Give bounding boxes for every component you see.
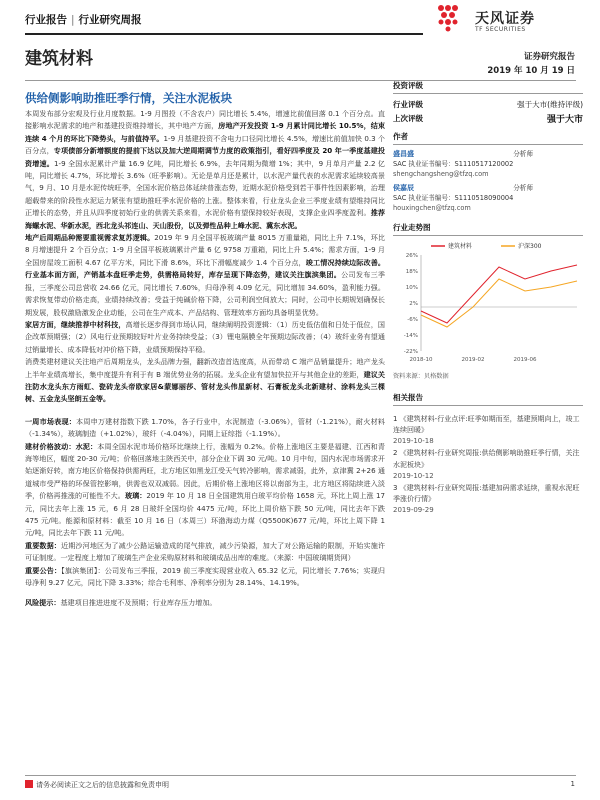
weekly-paragraph: 建材价格波动：水泥：本周全国水泥市场价格环比继续上行，涨幅为 0.2%。价格上涨地区主要是福建、江西和青海等地区，幅度 20-30 元/吨；价格回落地主陕西关中，部分企业下调 30 元/吨。10 月中旬，国内水泥市场需求开始逐渐好转，南方地区价格保持供需两旺，北方地区如黑龙江受天气转冷影响，需求减弱，此外，京津冀 2+26 通道城市受严格的环保管控影响，供需也双双减弱。因此，后期价格上涨地区将以南部为主，北方地区将陆续进入淡季，价格再推涨的可能性不大。玻璃：2019 年 10 月 18 日全国建筑用白玻平均价格 1658 元，环比上周上涨 17 元，同比去年上涨 15 元，6 月 28 日玻纤全国均价 4475 元/吨，环比上周价格下跌 50 元/吨，同比去年下跌 475 元/吨。能源和原材料：截至 10 月 16 日（本周三）环渤海动力煤（Q5500K)677 元/吨，环比上周下降 1 元/吨，同比去年下跌 11 元/吨。 xyxy=(25,441,386,538)
y-tick-label: -14% xyxy=(403,332,418,339)
body-paragraph: 地产后周期品种需要重视需求复苏逻辑。2019 年 9 月全国平板玻璃产量 8015 万重量箱，同比上升 7.1%，环比 8 月增速提升 2 个百分点；1-9 月全国平板玻璃累计产量 6 亿 9758 万重箱，同比上升 5.4%；需求方面，1-9 月全国房屋竣工面积 4.67 亿平方米，同比下滑 8.6%，环比下滑幅度减少 1.4 个百分点，竣工情况持续边际改善。行业基本面方面，产销基本盘旺季走势，供需格局转好，库存呈现下降态势，建议关注旗滨集团。公司发布三季报，三季度公司总营收 24.66 亿元，同比增长 7.60%，归母净利 4.09 亿元，同比增加 34.60%，盈利能力强。需求恢复带动价格走高，业绩持续改善；受益于纯碱价格下降，公司利润空间放大；同时，公司中长期规划确保长期发展，股权激励激发企业动能，公司在生产成本、产品结构、管理效率方面均具备明显优势。 xyxy=(25,233,386,317)
rating-row xyxy=(393,97,583,111)
report-body xyxy=(25,108,385,610)
analyst-email[interactable]: houxingchen@tfzq.com xyxy=(393,203,471,212)
related-report[interactable] xyxy=(393,448,583,482)
body-spacer xyxy=(25,406,385,416)
x-tick-label: 2019-06 xyxy=(513,356,537,363)
body-paragraph: 消费类建材建议关注地产后周期龙头，龙头品牌力强，翻新改造首选度高，从而带动 C 端产品销量提升；地产龙头上半年业绩高增长，集中度提升有利于有 B 端优势业务的拓展。龙头企业有望加快拉开与其他企业的差距，建议关注防水龙头东方雨虹、瓷砖龙头帝欧家居&蒙娜丽莎、管材龙头伟星新材、石膏板龙头北新建材、涂料龙头三棵树、五金龙头坚朗五金等。 xyxy=(25,357,386,404)
tag-weekly-report: 行业研究周报 xyxy=(78,14,142,26)
related-report[interactable] xyxy=(393,414,583,448)
report-date: 2019 年 10 月 19 日 xyxy=(487,66,575,76)
body-paragraph: 本周发布部分宏观及行业月度数据。1-9 月图投（不含农户）同比增长 5.4%，增速比前值回落 0.1 个百分点。直接影响水泥需求的地产和基建投资维持增长，其中地产方面，房地产开发投资 1-9 月累计同比增长 10.5%，结束连续 4 个月的环比下降势头，与前值持平。1-9 月基建投资不含电力口径同比增长 4.5%，增速比前值加快 0.3 个百分点，专项债部分新增额度的提前下达以及加大逆周期调节力度的政策指引，看好四季度及 20 年一季度基建投资增速。1-9 全国水泥累计产量 16.9 亿吨，同比增长 6.9%，去年同期为微增 1%；其中，9 月单月产量 2.2 亿吨，同比增长 4.7%，环比增长 3.6%（旺季影响）。无论是单月还是累计，以水泥产量代表的水泥需求延续较高景气，9 月、10 月是水泥传统旺季，全国水泥价格总体延续普涨态势，近期水泥价格受到若干事件性因素影响，治理超载带来的阶段性水泥运力紧张有望助推旺季水泥价格的上涨。整体来看，行业龙头企业三季度业绩有望维持同比正增长的态势，并且从四季度初始行业的供需关系来看，水泥价格有望保持较好表现，支撑企业四季度盈利。推荐海螺水泥、华新水泥，西北龙头祁连山、天山股份，以及弹性品种上峰水泥、冀东水泥。 xyxy=(25,109,386,230)
trend-chart-svg xyxy=(393,239,583,369)
risk-warning xyxy=(25,597,385,609)
rating-label: 行业评级 xyxy=(393,99,423,109)
y-tick-label: 10% xyxy=(405,284,418,291)
x-tick-label: 2019-02 xyxy=(461,356,485,363)
related-report-title[interactable]: 2 《建筑材料-行业研究周报:供给侧影响助推旺季行情，关注水泥板块》 xyxy=(393,449,580,469)
risk-text: 基建项目推进进度不及预期；行业库存压力增加。 xyxy=(60,598,217,608)
logo-name-en: TF SECURITIES xyxy=(475,26,526,33)
legend-label: 建筑材料 xyxy=(448,242,473,250)
analyst-email[interactable]: shengchangsheng@tfzq.com xyxy=(393,169,489,178)
analyst-role: 分析师 xyxy=(513,184,533,193)
related-report[interactable] xyxy=(393,483,583,517)
y-tick-label: -6% xyxy=(407,316,418,323)
related-report-date: 2019-10-12 xyxy=(393,471,434,480)
footer-disclaimer xyxy=(25,780,169,790)
series-line-1 xyxy=(421,265,577,323)
document-title: 建筑材料 xyxy=(25,49,93,69)
analyst-card xyxy=(393,150,583,179)
tag-industry-report: 行业报告 xyxy=(25,14,67,26)
analyst-license: SAC 执业证书编号：S1110518090004 xyxy=(393,194,514,203)
report-type: 证券研究报告 xyxy=(523,52,575,62)
analyst-card xyxy=(393,184,583,213)
sidebar xyxy=(393,80,583,518)
chart-source: 资料来源：贝格数据 xyxy=(393,372,449,380)
header-rule xyxy=(25,33,423,35)
header-tags xyxy=(25,12,142,27)
related-report-date: 2019-09-29 xyxy=(393,506,434,515)
prev-rating-value: 强于大市 xyxy=(546,114,583,125)
analyst-header: 作者 xyxy=(393,131,583,145)
weekly-paragraph: 重要数据：近期沙河地区为了减少公路运输造成的尾气排放，减少污染源，加大了对公路运输的限制，开始实施许可证制度。一定程度上增加了玻璃生产企业采购原材料和玻璃成品出库的难度。（来源：中国玻璃期货网） xyxy=(25,540,386,563)
y-tick-label: 18% xyxy=(405,268,418,275)
series-line-2 xyxy=(421,279,577,327)
footer-rule xyxy=(25,775,576,776)
weekly-paragraph: 一周市场表现：本周申万建材指数下跌 1.70%，各子行业中，水泥制造（-3.06%），管材（-1.21%），耐火材料（-1.34%），玻璃制造（+1.02%），玻纤（-4.04%），同期上证综指（-1.19%）。 xyxy=(25,416,386,439)
y-tick-label: 2% xyxy=(409,300,418,307)
body-spacer xyxy=(25,589,385,597)
related-report-title[interactable]: 1 《建筑材料-行业点评:旺季如期而至，基建预期向上，竣工连续回暖》 xyxy=(393,414,580,434)
logo-name-cn: 天风证券 xyxy=(475,11,535,27)
y-tick-label: -22% xyxy=(403,348,418,355)
weekly-paragraph: 重要公告：【旗滨集团】：公司发布三季报，2019 前三季度实现营业收入 65.32 亿元，同比增长 7.76%；实现归母净利 9.27 亿元，同比下降 3.33%；综合毛利率、净利率分别为 28.14%、14.19%。 xyxy=(25,565,385,588)
analyst-name: 盛昌盛 xyxy=(393,150,414,158)
tf-securities-logo xyxy=(433,2,583,42)
trend-header: 行业走势图 xyxy=(393,222,583,236)
related-reports xyxy=(393,414,583,517)
tag-separator: | xyxy=(71,14,75,26)
disclaimer-marker-icon xyxy=(25,780,33,788)
analyst-name: 侯嘉辰 xyxy=(393,184,414,193)
related-report-date: 2019-10-18 xyxy=(393,437,434,446)
page-number: 1 xyxy=(570,780,575,788)
rating-header: 投资评级 xyxy=(393,80,583,94)
prev-rating-row xyxy=(393,111,583,125)
analyst-license: SAC 执业证书编号：S1110517120002 xyxy=(393,159,514,168)
related-report-title[interactable]: 3 《建筑材料-行业研究周报:基建加码需求延续，重视水泥旺季涨价行情》 xyxy=(393,484,580,504)
x-tick-label: 2018-10 xyxy=(409,356,433,363)
rating-value: 强于大市(维持评级) xyxy=(517,99,583,109)
body-paragraph: 家居方面，继续推荐中材科技，高增长逐步得到市场认同，继续阐明投资逻辑：（1）历史低估值和日处于低位，国企改革预期强；（2）风电行业预期较好叶片业务持续受益；（3）锂电隔膜全年预期边际改善；（4）玻纤业务有望通过销量增长、成本降低对冲价格下降，业绩预期保持平稳。 xyxy=(25,319,385,354)
prev-rating-label: 上次评级 xyxy=(393,113,423,123)
legend-label: 沪深300 xyxy=(518,242,542,250)
trend-chart xyxy=(393,239,583,369)
analyst-role: 分析师 xyxy=(513,150,533,158)
related-header: 相关报告 xyxy=(393,392,583,406)
risk-label: 风险提示： xyxy=(25,598,61,608)
report-subtitle: 供给侧影响助推旺季行情，关注水泥板块 xyxy=(25,91,232,105)
logo-mark-icon xyxy=(433,2,463,38)
y-tick-label: 26% xyxy=(405,252,418,259)
disclaimer-text: 请务必阅读正文之后的信息披露和免责申明 xyxy=(36,781,169,789)
